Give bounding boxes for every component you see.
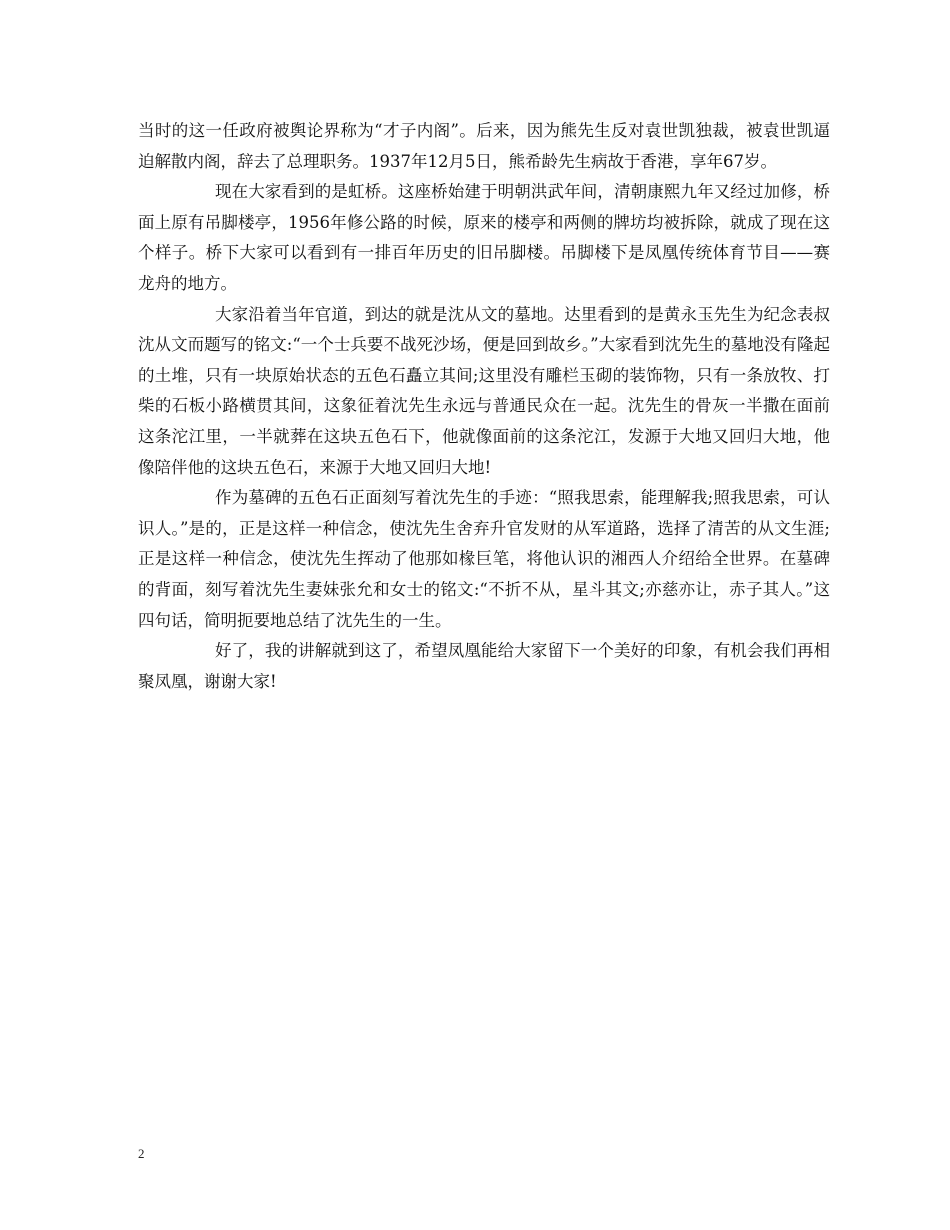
document-body: [138, 116, 830, 697]
paragraph-shen-congwen-tomb: 大家沿着当年官道，到达的就是沈从文的墓地。达里看到的是黄永玉先生为纪念表叔沈从文而题写的铭文:“一个士兵要不战死沙场，便是回到故乡。”大家看到沈先生的墓地没有隆起的土堆，只有一块原始状态的五色石矗立其间;这里没有雕栏玉砌的装饰物，只有一条放牧、打柴的石板小路横贯其间，这象征着沈先生永远与普通民众在一起。沈先生的骨灰一半撒在面前这条沱江里，一半就葬在这块五色石下，他就像面前的这条沱江，发源于大地又回归大地，他像陪伴他的这块五色石，来源于大地又回归大地!: [138, 304, 830, 477]
paragraph-continued: 当时的这一任政府被舆论界称为“才子内阁”。后来，因为熊先生反对袁世凯独裁，被袁世凯逼迫解散内阁，辞去了总理职务。1937年12月5日，熊希龄先生病故于香港，享年67岁。: [138, 121, 830, 171]
paragraph-closing: 好了，我的讲解就到这了，希望凤凰能给大家留下一个美好的印象，有机会我们再相聚凤凰，谢谢大家!: [138, 641, 830, 691]
page-number: 2: [138, 1146, 145, 1161]
paragraph-rainbow-bridge: 现在大家看到的是虹桥。这座桥始建于明朝洪武年间，清朝康熙九年又经过加修，桥面上原有吊脚楼亭，1956年修公路的时候，原来的楼亭和两侧的牌坊均被拆除，就成了现在这个样子。桥下大家可以看到有一排百年历史的旧吊脚楼。吊脚楼下是凤凰传统体育节目——赛龙舟的地方。: [138, 182, 830, 293]
paragraph-tombstone-inscription: 作为墓碑的五色石正面刻写着沈先生的手迹：“照我思索，能理解我;照我思索，可认识人。”是的，正是这样一种信念，使沈先生舍弃升官发财的从军道路，选择了清苦的从文生涯;正是这样一种信念，使沈先生挥动了他那如椽巨笔，将他认识的湘西人介绍给全世界。在墓碑的背面，刻写着沈先生妻妹张允和女士的铭文:“不折不从，星斗其文;亦慈亦让，赤子其人。”这四句话，简明扼要地总结了沈先生的一生。: [138, 488, 830, 630]
